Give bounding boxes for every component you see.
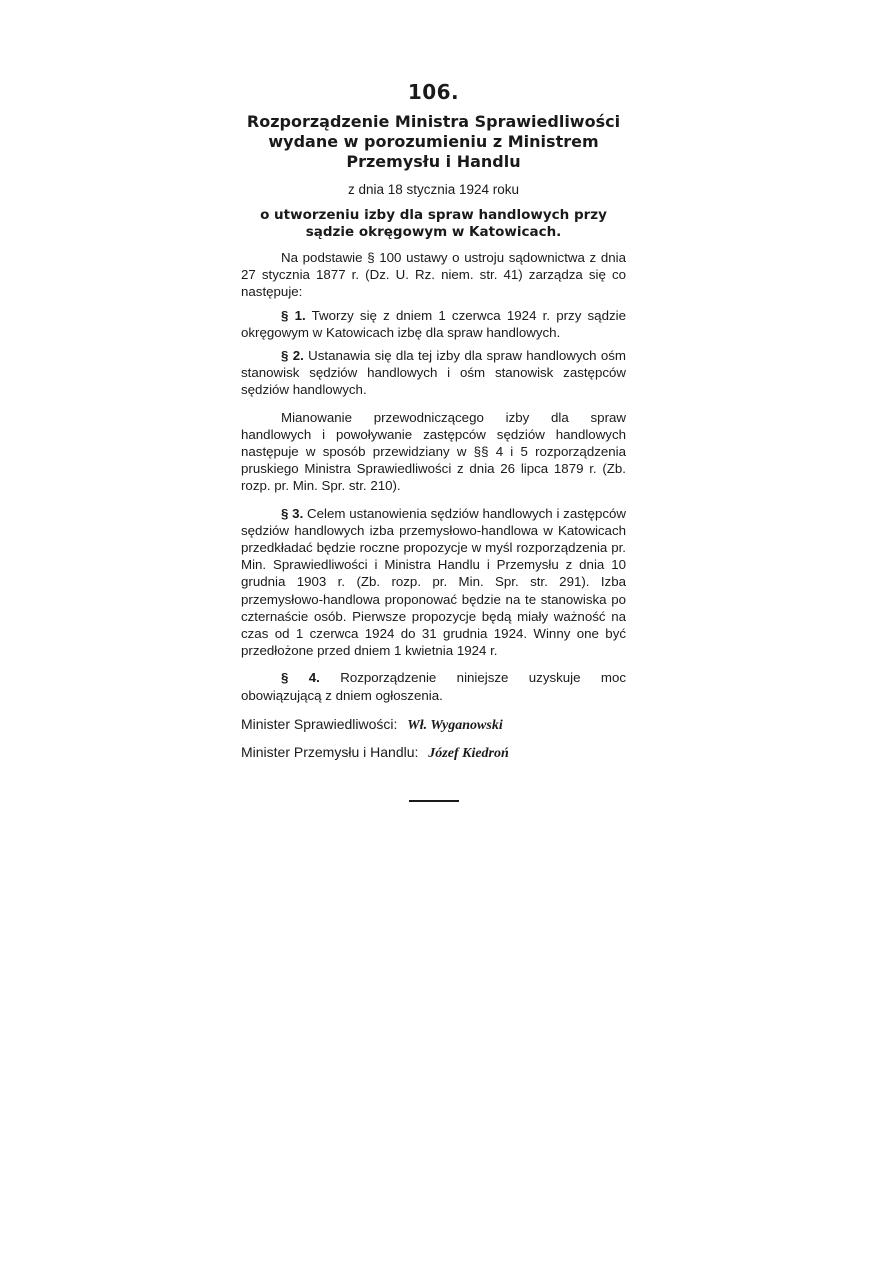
signature-name: Józef Kiedroń — [428, 745, 509, 761]
intro-paragraph: Na podstawie § 100 ustawy o ustroju sądownictwa z dnia 27 stycznia 1877 r. (Dz. U. Rz. niem. str. 41) zarządza się co następuje: — [241, 250, 626, 300]
section-4-label: § 4. — [281, 670, 320, 686]
appointment-paragraph — [241, 409, 626, 495]
section-1-paragraph — [241, 307, 626, 341]
page-number: 106. — [407, 80, 460, 104]
signature-role: Minister Sprawiedliwości: — [241, 715, 398, 732]
section-1-label: § 1. — [281, 307, 306, 323]
signature-industry-minister — [241, 742, 626, 764]
section-2-label: § 2. — [281, 348, 304, 364]
section-2-text: Ustanawia się dla tej izby dla spraw handlowych ośm stanowisk sędziów handlowych i ośm stanowisk zastępców sędziów handlowych. — [241, 348, 626, 398]
regulation-subject: o utworzeniu izby dla spraw handlowych przy sądzie okręgowym w Katowicach. — [260, 207, 607, 240]
section-2-paragraph — [241, 347, 626, 399]
appointment-text: Mianowanie przewodniczącego izby dla spraw handlowych i powoływanie zastępców sędziów handlowych następuje w sposób przewidziany w §§ 4 i 5 rozporządzenia pruskiego Ministra Sprawiedliwości z dnia 26 lipca 1879 r. (Zb. rozp. pr. Min. Spr. str. 210). — [241, 409, 626, 494]
section-4-paragraph — [241, 669, 626, 703]
section-3-text: Celem ustanowienia sędziów handlowych i zastępców sędziów handlowych izba przemysłowo-handlowa w Katowicach przedkładać będzie roczne propozycje w myśl rozporządzenia pr. Min. Sprawiedliwości i Ministra Handlu i Przemysłu z dnia 10 grudnia 1903 r. (Zb. rozp. pr. Min. Spr. str. 291). Izba przemysłowo-handlowa proponować będzie na te stanowiska po czternaście osób. Pierwsze propozycje będą miały ważność na czas od 1 czerwca 1924 do 31 grudnia 1924. Winny one być przedłożone przed dniem 1 kwietnia 1924 r. — [241, 505, 626, 659]
signature-justice-minister — [241, 714, 626, 736]
regulation-date: z dnia 18 stycznia 1924 roku — [347, 182, 520, 197]
section-3-paragraph — [241, 505, 626, 660]
section-3-label: § 3. — [281, 505, 304, 521]
document-page — [241, 80, 626, 802]
signature-name: Wł. Wyganowski — [407, 717, 503, 733]
signature-role: Minister Przemysłu i Handlu: — [241, 743, 419, 760]
closing-divider — [409, 800, 459, 802]
regulation-title: Rozporządzenie Ministra Sprawiedliwości wydane w porozumieniu z Ministrem Przemysłu i Handlu — [246, 112, 621, 171]
section-4-text: Rozporządzenie niniejsze uzyskuje moc obowiązującą z dniem ogłoszenia. — [241, 670, 626, 703]
section-1-text: Tworzy się z dniem 1 czerwca 1924 r. przy sądzie okręgowym w Katowicach izbę dla spraw handlowych. — [241, 307, 626, 340]
